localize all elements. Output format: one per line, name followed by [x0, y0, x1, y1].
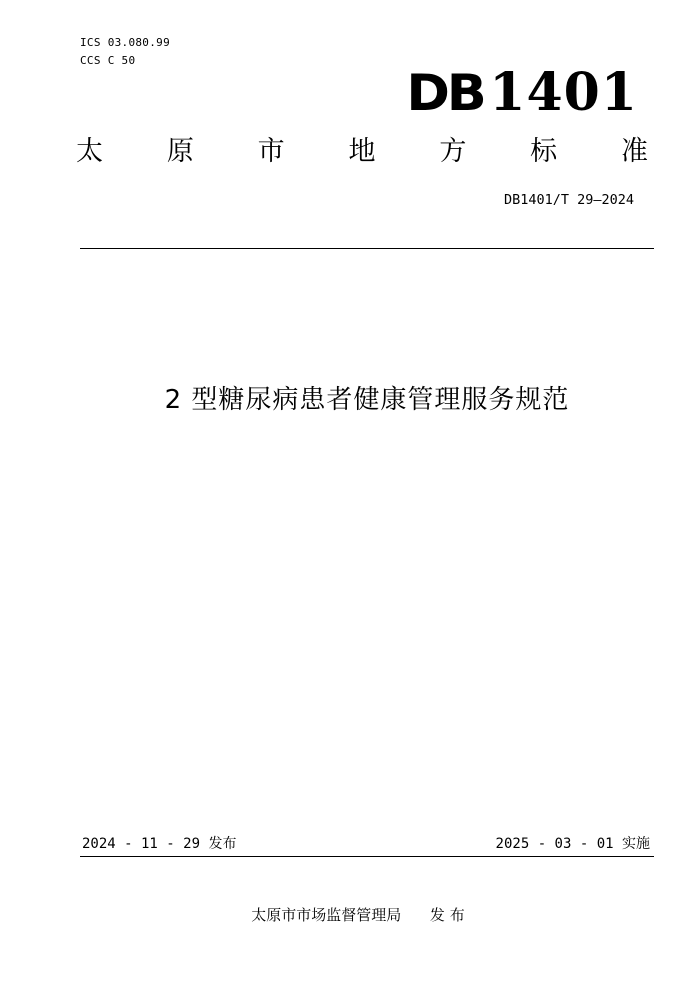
- publisher-action: 发 布: [429, 906, 465, 924]
- standard-number: DB1401/T 29—2024: [503, 192, 634, 208]
- implement-label: 实施: [622, 836, 650, 852]
- implement-date: 2025 - 03 - 01: [495, 836, 614, 852]
- ics-code: ICS 03.080.99: [80, 36, 170, 49]
- logo-number: 1401: [489, 62, 638, 123]
- standard-type-char: 地: [348, 136, 376, 167]
- standard-type-char: 市: [257, 136, 285, 167]
- standard-type-heading: [76, 132, 648, 172]
- publisher-name: 太原市市场监督管理局: [251, 906, 402, 924]
- standard-type-char: 原: [166, 136, 194, 167]
- issue-label: 发布: [208, 836, 237, 852]
- standard-type-char: 标: [530, 136, 558, 167]
- db-logo: [405, 62, 638, 123]
- publisher-line: [0, 905, 700, 925]
- standard-type-char: 方: [439, 136, 467, 167]
- standard-type-char: 太: [76, 136, 103, 167]
- logo-prefix: DB: [405, 64, 484, 122]
- implement-date-line: [496, 835, 650, 853]
- ccs-code: CCS C 50: [80, 54, 136, 67]
- document-title: 2 型糖尿病患者健康管理服务规范: [164, 385, 570, 415]
- bottom-divider: [80, 856, 654, 857]
- issue-date-line: [82, 835, 236, 853]
- standard-type-char: 准: [620, 136, 648, 167]
- issue-date: 2024 - 11 - 29: [82, 836, 201, 852]
- top-divider: [80, 248, 654, 249]
